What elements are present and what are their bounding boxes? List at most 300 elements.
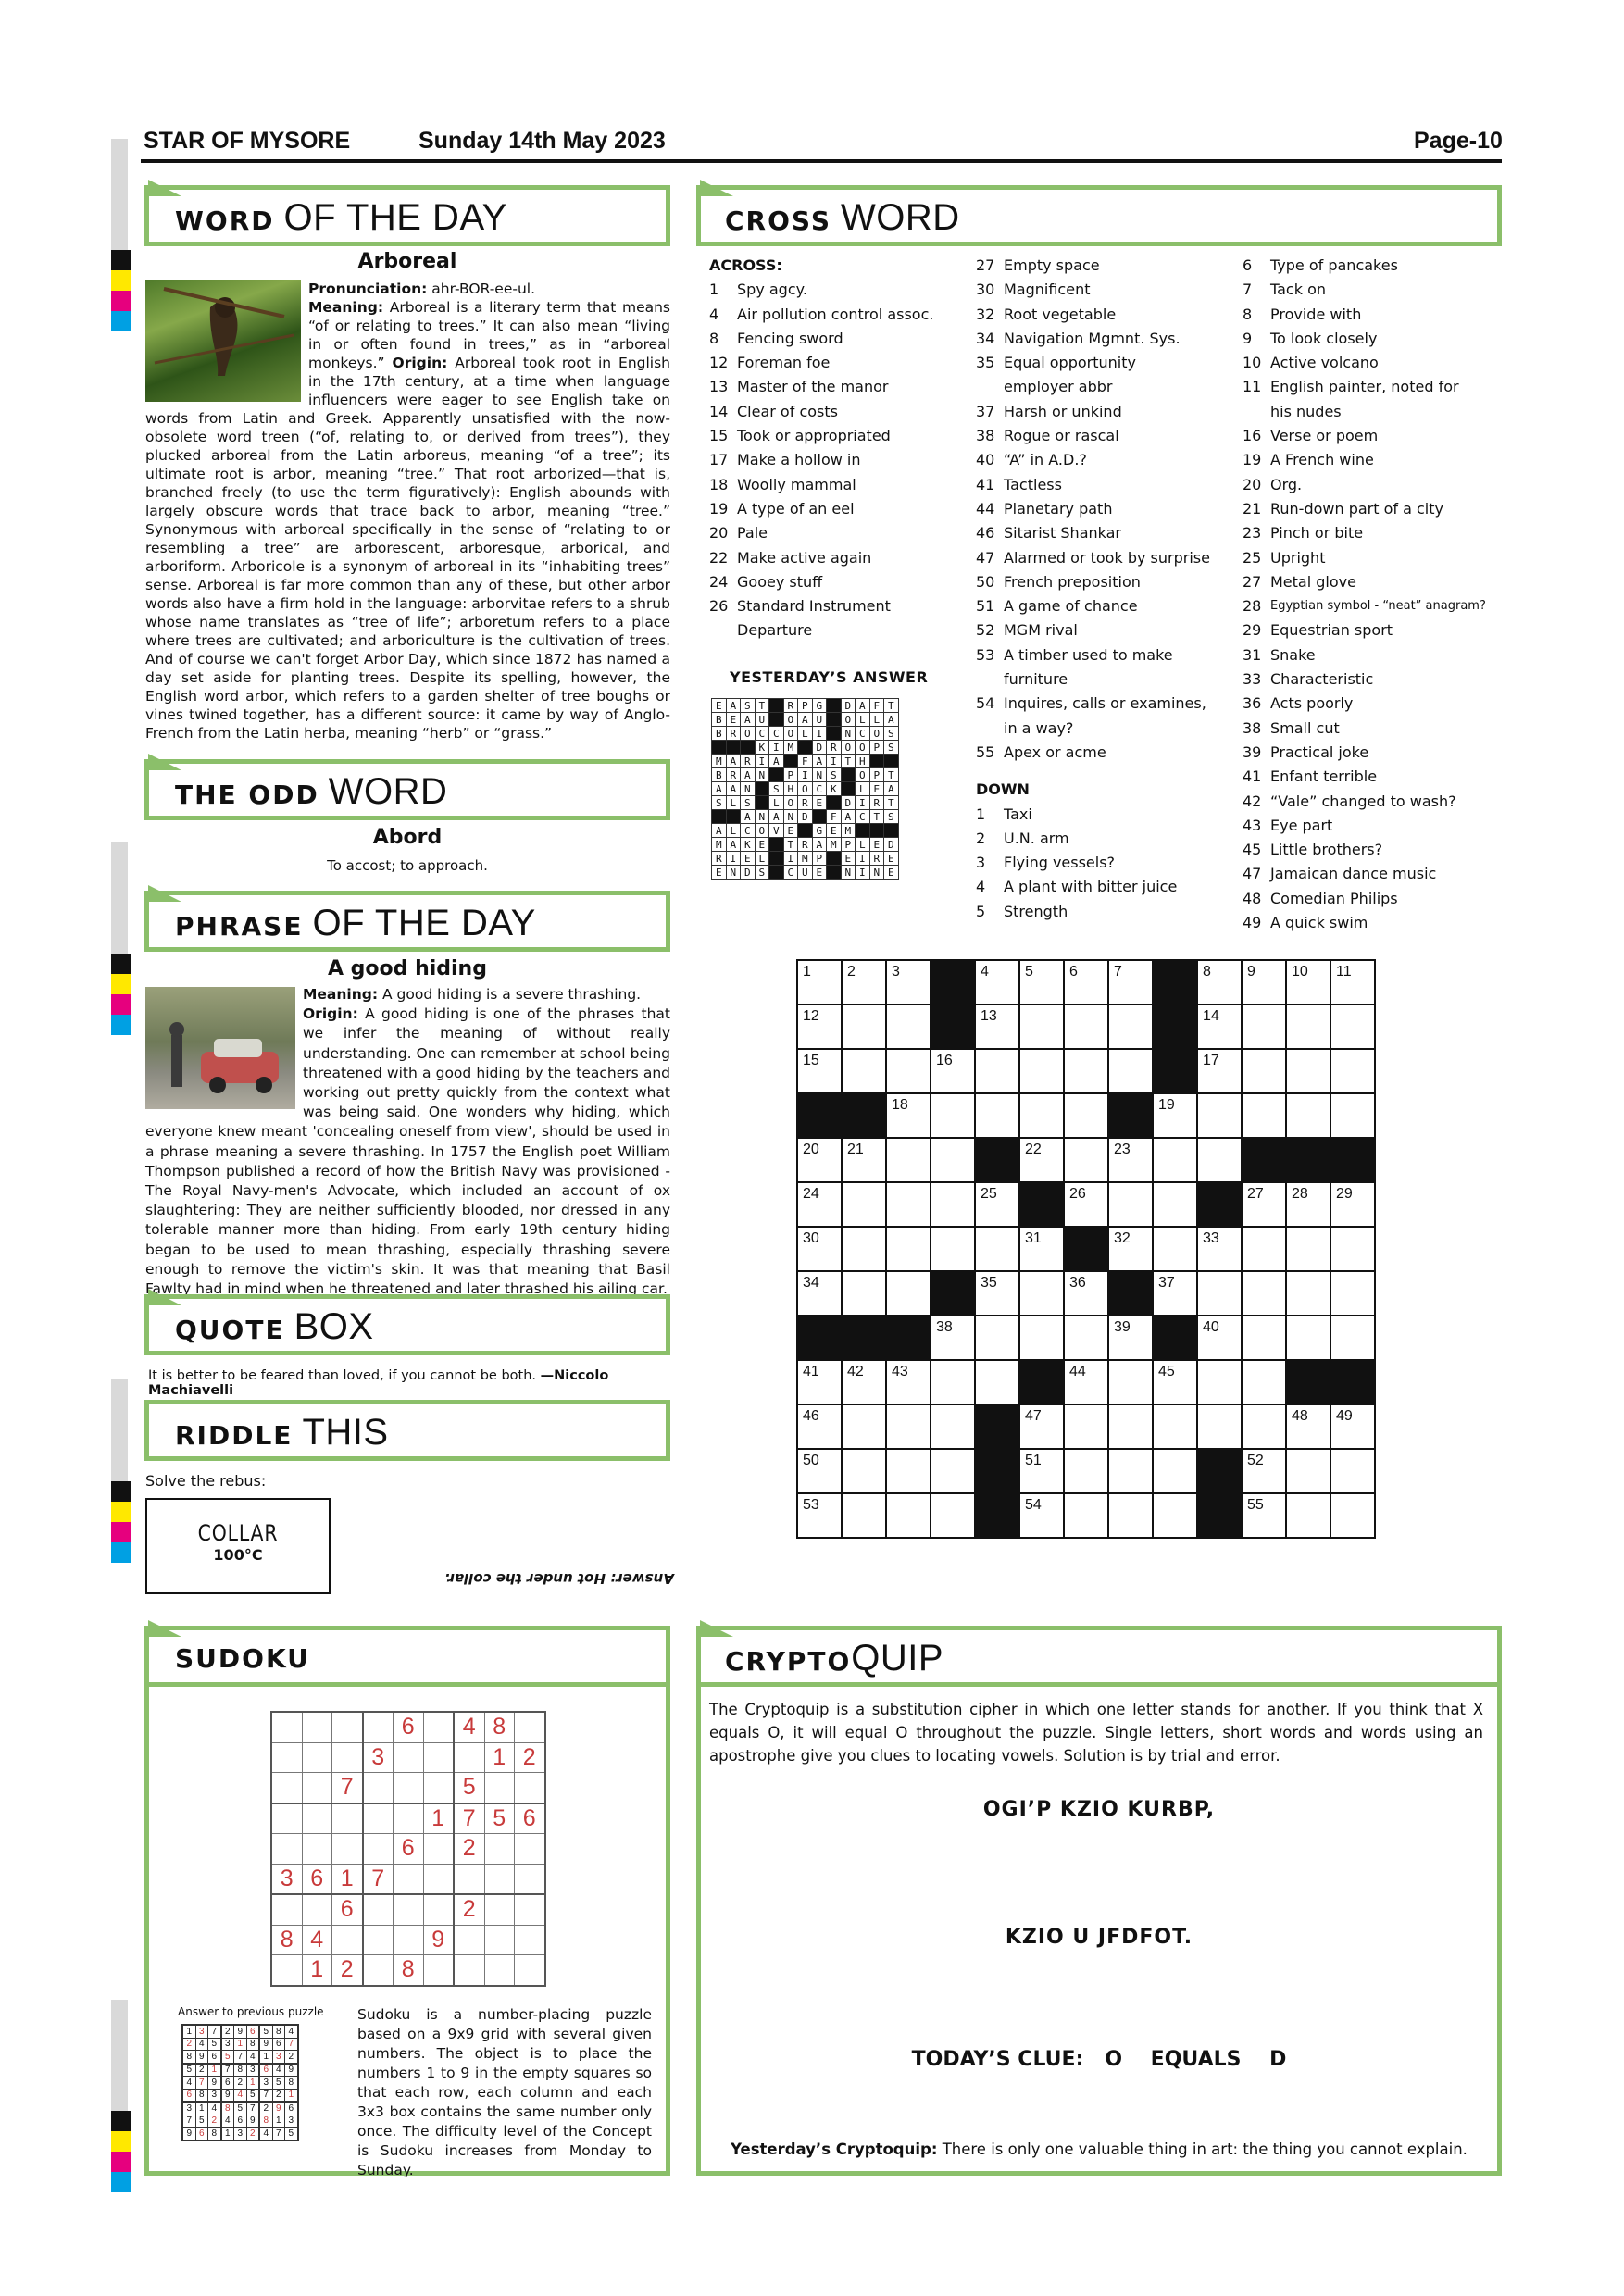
crossword-cell[interactable]: 29: [1330, 1182, 1375, 1227]
down-clue: [976, 803, 1244, 827]
crossword-cell[interactable]: 13: [975, 1004, 1019, 1049]
crossword-cell[interactable]: [931, 1404, 975, 1449]
sudoku-empty-cell[interactable]: [332, 1925, 363, 1955]
previous-answer-cell: 3: [285, 2115, 298, 2128]
crossword-cell[interactable]: 54: [1019, 1493, 1064, 1538]
clue-number: 17: [709, 451, 729, 469]
crossword-cell[interactable]: 27: [1242, 1182, 1286, 1227]
sudoku-empty-cell[interactable]: [515, 1834, 545, 1865]
yesterday-cryptoquip-text: There is only one valuable thing in art: the thing you cannot explain.: [942, 2140, 1468, 2158]
sudoku-empty-cell[interactable]: [394, 1803, 424, 1834]
crossword-cell[interactable]: 32: [1108, 1227, 1153, 1271]
crossword-cell[interactable]: 21: [842, 1138, 886, 1182]
sudoku-empty-cell[interactable]: [271, 1712, 302, 1742]
heading-corner-tab: [148, 754, 181, 770]
crossword-cell[interactable]: [1064, 1449, 1108, 1493]
answer-block-cell: [712, 810, 727, 824]
crossword-cell[interactable]: 2: [842, 960, 886, 1004]
crossword-cell[interactable]: [886, 1138, 931, 1182]
crossword-cell[interactable]: [1286, 1227, 1330, 1271]
crossword-cell[interactable]: [1286, 1449, 1330, 1493]
crossword-cell[interactable]: 47: [1019, 1404, 1064, 1449]
sudoku-empty-cell[interactable]: [423, 1955, 454, 1986]
sudoku-empty-cell[interactable]: [332, 1712, 363, 1742]
sudoku-empty-cell[interactable]: [332, 1803, 363, 1834]
clue-text: Eye part: [1270, 816, 1333, 834]
crossword-cell[interactable]: [1242, 1227, 1286, 1271]
crossword-cell[interactable]: 11: [1330, 960, 1375, 1004]
crossword-cell[interactable]: [842, 1227, 886, 1271]
clue-number: 10: [1243, 354, 1262, 372]
crossword-cell[interactable]: [1108, 1182, 1153, 1227]
crossword-cell[interactable]: 44: [1064, 1360, 1108, 1404]
sudoku-empty-cell[interactable]: [394, 1742, 424, 1773]
crossword-cell[interactable]: 8: [1197, 960, 1242, 1004]
crossword-cell[interactable]: 52: [1242, 1449, 1286, 1493]
sudoku-empty-cell[interactable]: [363, 1834, 394, 1865]
crossword-cell[interactable]: 39: [1108, 1316, 1153, 1360]
crossword-cell[interactable]: 24: [797, 1182, 842, 1227]
crossword-cell[interactable]: [1064, 1004, 1108, 1049]
answer-cell: N: [841, 727, 856, 741]
sudoku-empty-cell[interactable]: [363, 1803, 394, 1834]
sudoku-empty-cell[interactable]: [454, 1742, 484, 1773]
answer-cell: O: [783, 727, 798, 741]
clue-number: 27: [1243, 572, 1262, 591]
crossword-cell[interactable]: [1330, 1271, 1375, 1316]
across-clue: [976, 717, 1244, 741]
previous-answer-cell: 3: [195, 2025, 208, 2038]
sudoku-empty-cell[interactable]: [302, 1742, 332, 1773]
crossword-cell[interactable]: [931, 1227, 975, 1271]
sudoku-empty-cell[interactable]: [302, 1773, 332, 1803]
crossword-cell[interactable]: 6: [1064, 960, 1108, 1004]
crossword-cell[interactable]: [886, 1049, 931, 1093]
crossword-cell[interactable]: [1242, 1316, 1286, 1360]
sudoku-empty-cell[interactable]: [332, 1834, 363, 1865]
sudoku-empty-cell[interactable]: [271, 1742, 302, 1773]
sudoku-empty-cell[interactable]: [515, 1864, 545, 1894]
crossword-cell[interactable]: [1286, 1271, 1330, 1316]
clue-number: 8: [1243, 305, 1253, 323]
crossword-cell[interactable]: [1286, 1004, 1330, 1049]
sudoku-empty-cell[interactable]: [302, 1894, 332, 1925]
crossword-cell[interactable]: 25: [975, 1182, 1019, 1227]
crossword-cell[interactable]: 23: [1108, 1138, 1153, 1182]
crossword-cell[interactable]: [886, 1449, 931, 1493]
crossword-cell[interactable]: [1153, 1227, 1197, 1271]
across-clue: [709, 327, 968, 351]
sudoku-empty-cell[interactable]: [271, 1803, 302, 1834]
crossword-cell[interactable]: 53: [797, 1493, 842, 1538]
crossword-cell[interactable]: [1108, 1360, 1153, 1404]
previous-answer-cell: 1: [182, 2025, 195, 2038]
sudoku-heading: [144, 1626, 670, 1687]
crossword-block-cell: [797, 1316, 842, 1360]
sudoku-empty-cell[interactable]: [271, 1955, 302, 1986]
sudoku-empty-cell[interactable]: [423, 1894, 454, 1925]
previous-answer-cell: 5: [259, 2025, 272, 2038]
across-clue: [709, 473, 968, 497]
answer-cell: M: [783, 741, 798, 755]
crossword-cell[interactable]: [1330, 1227, 1375, 1271]
crossword-cell[interactable]: 26: [1064, 1182, 1108, 1227]
crossword-cell[interactable]: 51: [1019, 1449, 1064, 1493]
sudoku-empty-cell[interactable]: [423, 1742, 454, 1773]
crossword-cell[interactable]: [1197, 1138, 1242, 1182]
crossword-cell[interactable]: 50: [797, 1449, 842, 1493]
sudoku-empty-cell[interactable]: [454, 1925, 484, 1955]
crossword-cell[interactable]: [1019, 1049, 1064, 1093]
clue-text: Air pollution control assoc.: [737, 305, 934, 323]
crossword-cell[interactable]: [1064, 1049, 1108, 1093]
sudoku-empty-cell[interactable]: [423, 1712, 454, 1742]
clue-number: 40: [976, 451, 995, 469]
crossword-cell[interactable]: 15: [797, 1049, 842, 1093]
riddle-prompt: Solve the rebus:: [145, 1472, 267, 1490]
across-clue: [976, 692, 1244, 716]
crossword-cell[interactable]: [1064, 1316, 1108, 1360]
clue-number: 45: [1243, 841, 1262, 859]
sudoku-empty-cell[interactable]: [484, 1955, 515, 1986]
crossword-cell[interactable]: [1286, 1049, 1330, 1093]
clue-text: Flying vessels?: [1004, 854, 1116, 872]
crossword-cell[interactable]: [1064, 1138, 1108, 1182]
crossword-cell[interactable]: [931, 1182, 975, 1227]
sudoku-empty-cell[interactable]: [332, 1742, 363, 1773]
crossword-cell[interactable]: [1064, 1404, 1108, 1449]
answer-block-cell: [827, 866, 842, 880]
sudoku-empty-cell[interactable]: [484, 1894, 515, 1925]
crossword-cell[interactable]: [842, 1493, 886, 1538]
crossword-cell[interactable]: [1197, 1093, 1242, 1138]
meaning-label: Meaning:: [303, 986, 379, 1003]
sudoku-empty-cell[interactable]: [271, 1834, 302, 1865]
clue-text: A quick swim: [1270, 914, 1368, 932]
crossword-cell[interactable]: [1153, 1182, 1197, 1227]
sudoku-empty-cell[interactable]: [394, 1864, 424, 1894]
crossword-cell[interactable]: [1108, 1493, 1153, 1538]
clue-number: 25: [1243, 548, 1262, 567]
crossword-cell[interactable]: 10: [1286, 960, 1330, 1004]
clue-text: Pinch or bite: [1270, 524, 1364, 543]
down-clue: [1243, 375, 1511, 399]
crossword-cell[interactable]: 19: [1153, 1093, 1197, 1138]
heading-corner-tab: [148, 1289, 181, 1305]
crossword-cell[interactable]: 5: [1019, 960, 1064, 1004]
clue-text: Alarmed or took by surprise: [1004, 548, 1210, 567]
sudoku-given-cell: 1: [484, 1742, 515, 1773]
crossword-cell[interactable]: [842, 1404, 886, 1449]
crossword-cell[interactable]: [1242, 1404, 1286, 1449]
heading-rest: WORD: [841, 197, 960, 238]
sudoku-empty-cell[interactable]: [394, 1773, 424, 1803]
crossword-cell[interactable]: 3: [886, 960, 931, 1004]
crossword-cell[interactable]: 4: [975, 960, 1019, 1004]
previous-answer-cell: 5: [182, 2064, 195, 2077]
crossword-cell[interactable]: [1019, 1093, 1064, 1138]
sudoku-empty-cell[interactable]: [394, 1894, 424, 1925]
crossword-cell[interactable]: 28: [1286, 1182, 1330, 1227]
clue-number: [709, 618, 737, 643]
crossword-cell[interactable]: [1019, 1316, 1064, 1360]
crossword-cell[interactable]: [842, 1271, 886, 1316]
sudoku-empty-cell[interactable]: [454, 1864, 484, 1894]
answer-cell: O: [841, 713, 856, 727]
answer-cell: N: [755, 810, 769, 824]
previous-answer-cell: 9: [272, 2102, 285, 2115]
crossword-cell[interactable]: 33: [1197, 1227, 1242, 1271]
crossword-cell[interactable]: [975, 1049, 1019, 1093]
crossword-cell[interactable]: 45: [1153, 1360, 1197, 1404]
answer-cell: P: [841, 838, 856, 852]
crossword-cell[interactable]: 48: [1286, 1404, 1330, 1449]
down-clue: [1243, 400, 1511, 424]
previous-answer-cell: 6: [195, 2128, 208, 2140]
sudoku-empty-cell[interactable]: [363, 1773, 394, 1803]
answer-cell: E: [812, 866, 827, 880]
quote-author: —Niccolo Machiavelli: [148, 1368, 609, 1398]
crossword-cell[interactable]: [1153, 1493, 1197, 1538]
answer-block-cell: [755, 796, 769, 810]
crossword-cell[interactable]: 17: [1197, 1049, 1242, 1093]
answer-cell: A: [884, 782, 899, 796]
crossword-cell[interactable]: [1108, 1004, 1153, 1049]
crossword-cell[interactable]: [1330, 1004, 1375, 1049]
sudoku-empty-cell[interactable]: [363, 1712, 394, 1742]
crossword-grid: [796, 959, 1376, 1539]
clue-text: “Vale” changed to wash?: [1270, 792, 1456, 810]
crossword-cell[interactable]: [1286, 1316, 1330, 1360]
crossword-cell[interactable]: 12: [797, 1004, 842, 1049]
previous-answer-cell: 3: [246, 2064, 259, 2077]
answer-cell: I: [856, 852, 870, 866]
crossword-cell[interactable]: [1330, 1493, 1375, 1538]
crossword-cell[interactable]: [886, 1227, 931, 1271]
heading-caps: QUOTE: [175, 1315, 285, 1345]
crossword-cell[interactable]: 1: [797, 960, 842, 1004]
sudoku-empty-cell[interactable]: [484, 1925, 515, 1955]
crossword-cell[interactable]: [886, 1493, 931, 1538]
previous-answer-cell: 3: [208, 2089, 221, 2102]
across-clue: [709, 594, 968, 618]
crossword-cell[interactable]: [842, 1004, 886, 1049]
crossword-cell[interactable]: [1242, 1360, 1286, 1404]
crossword-cell[interactable]: [1108, 1404, 1153, 1449]
answer-cell: F: [798, 755, 813, 768]
crossword-cell[interactable]: [931, 1138, 975, 1182]
crossword-cell[interactable]: 38: [931, 1316, 975, 1360]
crossword-cell[interactable]: [1286, 1493, 1330, 1538]
crossword-cell[interactable]: [842, 1449, 886, 1493]
clue-text: Provide with: [1270, 305, 1362, 323]
crossword-cell[interactable]: [975, 1227, 1019, 1271]
answer-cell: I: [755, 755, 769, 768]
clue-text: Took or appropriated: [737, 427, 891, 445]
answer-cell: R: [869, 852, 884, 866]
previous-answer-cell: 7: [259, 2089, 272, 2102]
sudoku-empty-cell[interactable]: [515, 1955, 545, 1986]
crossword-cell[interactable]: [842, 1182, 886, 1227]
previous-answer-cell: 6: [208, 2051, 221, 2064]
sudoku-empty-cell[interactable]: [454, 1955, 484, 1986]
crossword-cell[interactable]: [842, 1049, 886, 1093]
sudoku-empty-cell[interactable]: [423, 1773, 454, 1803]
crossword-block-cell: [1153, 960, 1197, 1004]
crossword-cell[interactable]: [931, 1449, 975, 1493]
crossword-cell[interactable]: [1242, 1049, 1286, 1093]
crossword-cell[interactable]: [886, 1404, 931, 1449]
sudoku-empty-cell[interactable]: [302, 1712, 332, 1742]
sudoku-empty-cell[interactable]: [271, 1773, 302, 1803]
sudoku-empty-cell[interactable]: [363, 1894, 394, 1925]
crossword-cell[interactable]: [1064, 1493, 1108, 1538]
crossword-cell[interactable]: 14: [1197, 1004, 1242, 1049]
crossword-cell[interactable]: 41: [797, 1360, 842, 1404]
crossword-cell[interactable]: [1064, 1093, 1108, 1138]
crossword-cell[interactable]: [975, 1316, 1019, 1360]
clue-text: A French wine: [1270, 451, 1374, 469]
heading-rest: OF THE DAY: [312, 903, 536, 943]
crossword-block-cell: [1286, 1360, 1330, 1404]
crossword-cell[interactable]: 34: [797, 1271, 842, 1316]
crossword-cell[interactable]: [1153, 1449, 1197, 1493]
crossword-cell[interactable]: 42: [842, 1360, 886, 1404]
crossword-cell[interactable]: [1019, 1271, 1064, 1316]
crossword-cell[interactable]: [1197, 1404, 1242, 1449]
heading-caps: CROSS: [725, 206, 831, 236]
heading-caps: RIDDLE: [175, 1420, 294, 1451]
crossword-cell[interactable]: 55: [1242, 1493, 1286, 1538]
sudoku-empty-cell[interactable]: [515, 1773, 545, 1803]
clue-text: Snake: [1270, 645, 1316, 664]
cryptoquip-heading: [696, 1626, 1502, 1687]
crossword-cell[interactable]: [1242, 1271, 1286, 1316]
clue-number: [1243, 400, 1270, 424]
heading-corner-tab: [700, 180, 733, 196]
crossword-cell[interactable]: [1330, 1316, 1375, 1360]
crossword-cell[interactable]: 20: [797, 1138, 842, 1182]
sudoku-empty-cell[interactable]: [484, 1864, 515, 1894]
crossword-cell[interactable]: 35: [975, 1271, 1019, 1316]
crossword-cell[interactable]: [1153, 1404, 1197, 1449]
sudoku-given-cell: 2: [454, 1834, 484, 1865]
crossword-cell[interactable]: 46: [797, 1404, 842, 1449]
clue-text: Type of pancakes: [1270, 256, 1398, 274]
crossword-cell[interactable]: [931, 1093, 975, 1138]
crossword-cell[interactable]: [931, 1493, 975, 1538]
answer-block-cell: [856, 824, 870, 838]
crossword-cell[interactable]: [931, 1360, 975, 1404]
crossword-cell[interactable]: [1197, 1271, 1242, 1316]
paper-name: STAR OF MYSORE: [144, 128, 351, 154]
crossword-cell[interactable]: 18: [886, 1093, 931, 1138]
sudoku-empty-cell[interactable]: [515, 1894, 545, 1925]
crossword-cell[interactable]: 30: [797, 1227, 842, 1271]
pron-label: Pronunciation:: [308, 281, 428, 297]
sudoku-given-cell: 1: [423, 1803, 454, 1834]
crossword-cell[interactable]: 37: [1153, 1271, 1197, 1316]
crossword-cell[interactable]: 49: [1330, 1404, 1375, 1449]
crossword-cell[interactable]: [1330, 1093, 1375, 1138]
crossword-cell[interactable]: [975, 1093, 1019, 1138]
clue-number: [976, 717, 1004, 741]
crossword-cell[interactable]: 31: [1019, 1227, 1064, 1271]
crossword-cell[interactable]: [886, 1271, 931, 1316]
clue-number: 27: [976, 256, 995, 274]
crossword-cell[interactable]: [1286, 1093, 1330, 1138]
clue-text: Standard Instrument: [737, 597, 891, 616]
crossword-cell[interactable]: [1108, 1449, 1153, 1493]
crossword-cell[interactable]: 16: [931, 1049, 975, 1093]
crossword-block-cell: [1286, 1138, 1330, 1182]
crossword-cell[interactable]: [1330, 1449, 1375, 1493]
clue-text: Strength: [1004, 902, 1068, 920]
sudoku-empty-cell[interactable]: [515, 1925, 545, 1955]
clue-number: 8: [709, 329, 719, 347]
sudoku-given-cell: 3: [271, 1864, 302, 1894]
crossword-cell[interactable]: 36: [1064, 1271, 1108, 1316]
reg-mark-black: [111, 954, 131, 974]
across-clue: [976, 254, 1244, 278]
crossword-cell[interactable]: [975, 1360, 1019, 1404]
sudoku-empty-cell[interactable]: [515, 1712, 545, 1742]
crossword-cell[interactable]: 43: [886, 1360, 931, 1404]
crossword-cell[interactable]: 40: [1197, 1316, 1242, 1360]
crossword-cell[interactable]: 7: [1108, 960, 1153, 1004]
crossword-cell[interactable]: [1330, 1049, 1375, 1093]
across-clue: [976, 303, 1244, 327]
answer-block-cell: [741, 741, 756, 755]
crossword-cell[interactable]: [1019, 1004, 1064, 1049]
sudoku-empty-cell[interactable]: [484, 1834, 515, 1865]
crossword-cell[interactable]: [886, 1182, 931, 1227]
crossword-cell[interactable]: [1108, 1049, 1153, 1093]
across-label: ACROSS:: [709, 256, 782, 274]
sudoku-empty-cell[interactable]: [271, 1894, 302, 1925]
crossword-cell[interactable]: [1242, 1004, 1286, 1049]
sudoku-empty-cell[interactable]: [394, 1925, 424, 1955]
previous-answer-cell: 7: [221, 2064, 234, 2077]
crossword-cell[interactable]: [1153, 1138, 1197, 1182]
sudoku-empty-cell[interactable]: [423, 1864, 454, 1894]
down-clue: [976, 851, 1244, 875]
sudoku-empty-cell[interactable]: [423, 1834, 454, 1865]
down-clue: [1243, 618, 1511, 643]
answer-cell: C: [856, 727, 870, 741]
reg-mark-cyan: [111, 1015, 131, 1035]
answer-cell: R: [726, 768, 741, 782]
crossword-cell[interactable]: [886, 1004, 931, 1049]
crossword-cell[interactable]: [1242, 1093, 1286, 1138]
crossword-cell[interactable]: 9: [1242, 960, 1286, 1004]
across-clue: [976, 424, 1244, 448]
answer-cell: A: [769, 810, 784, 824]
answer-cell: U: [798, 866, 813, 880]
meaning-value: A good hiding is a severe thrashing.: [382, 986, 642, 1003]
sudoku-empty-cell[interactable]: [363, 1955, 394, 1986]
crossword-cell[interactable]: [1197, 1360, 1242, 1404]
crossword-cell[interactable]: 22: [1019, 1138, 1064, 1182]
yesterday-answer-grid: [711, 698, 899, 880]
sudoku-empty-cell[interactable]: [363, 1925, 394, 1955]
sudoku-empty-cell[interactable]: [484, 1773, 515, 1803]
clue-number: 47: [976, 548, 995, 567]
sudoku-empty-cell[interactable]: [302, 1834, 332, 1865]
phrase-of-day-heading: [144, 891, 670, 952]
sudoku-empty-cell[interactable]: [302, 1803, 332, 1834]
answer-cell: S: [755, 866, 769, 880]
